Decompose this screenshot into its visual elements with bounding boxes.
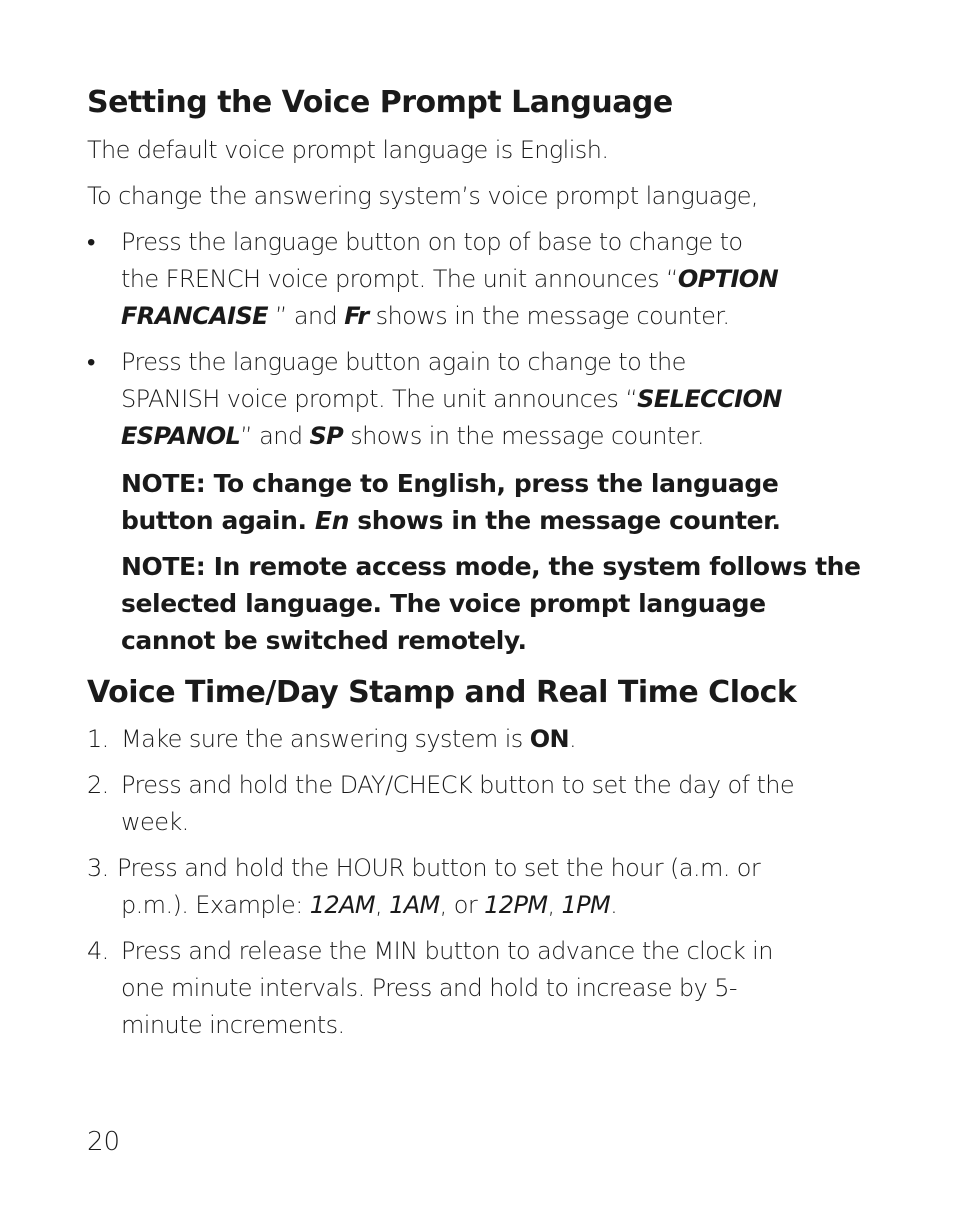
bullet-line: FRANCAISE ” and Fr shows in the message counter. xyxy=(121,302,730,330)
step-number: 1. xyxy=(87,725,109,753)
step-1 xyxy=(87,721,887,758)
bullet-line: SPANISH voice prompt. The unit announces “SELECCION xyxy=(121,385,782,413)
step-line: p.m.). Example: 12AM, 1AM, or 12PM, 1PM. xyxy=(121,891,618,919)
step-number: 4. xyxy=(87,937,109,965)
bullet-french xyxy=(87,224,887,335)
page-number: 20 xyxy=(87,1127,121,1157)
bullet-spanish xyxy=(87,344,887,455)
step-line: minute increments. xyxy=(121,1011,345,1039)
bullet-marker: • xyxy=(87,228,95,256)
bullet-line: Press the language button on top of base to change to xyxy=(121,228,743,256)
bullet-line: the FRENCH voice prompt. The unit announces “OPTION xyxy=(121,265,779,293)
step-line: Press and release the MIN button to advance the clock in xyxy=(121,937,773,965)
step-text xyxy=(117,850,887,924)
step-line: Press and hold the DAY/CHECK button to set the day of the xyxy=(121,771,795,799)
bullet-line: Press the language button again to change to the xyxy=(121,348,686,376)
bullet-marker: • xyxy=(87,348,95,376)
step-number: 3. xyxy=(87,854,109,882)
section-heading-voice-prompt-language: Setting the Voice Prompt Language xyxy=(87,85,673,120)
step-line: Press and hold the HOUR button to set the hour (a.m. or xyxy=(117,854,761,882)
step-2 xyxy=(87,767,887,841)
intro-default-language: The default voice prompt language is English. xyxy=(87,136,609,164)
step-number: 2. xyxy=(87,771,109,799)
intro-change-language: To change the answering system’s voice prompt language, xyxy=(87,182,758,210)
step-4 xyxy=(87,933,887,1044)
step-line: week. xyxy=(121,808,189,836)
step-text xyxy=(121,933,887,1044)
step-text xyxy=(121,767,887,841)
bullet-line: ESPANOL” and SP shows in the message counter. xyxy=(121,422,704,450)
step-line: one minute intervals. Press and hold to increase by 5- xyxy=(121,974,737,1002)
step-text: Make sure the answering system is ON. xyxy=(121,725,577,753)
bullet-text xyxy=(121,224,887,335)
bullet-text xyxy=(121,344,887,455)
note-remote-access: NOTE: In remote access mode, the system follows the selected language. The voice prompt language cannot be switched remotely. xyxy=(121,552,861,655)
section-heading-time-day-stamp: Voice Time/Day Stamp and Real Time Clock xyxy=(87,675,797,710)
step-3 xyxy=(87,850,887,924)
note-english: NOTE: To change to English, press the language button again. En shows in the message counter. xyxy=(121,469,781,535)
